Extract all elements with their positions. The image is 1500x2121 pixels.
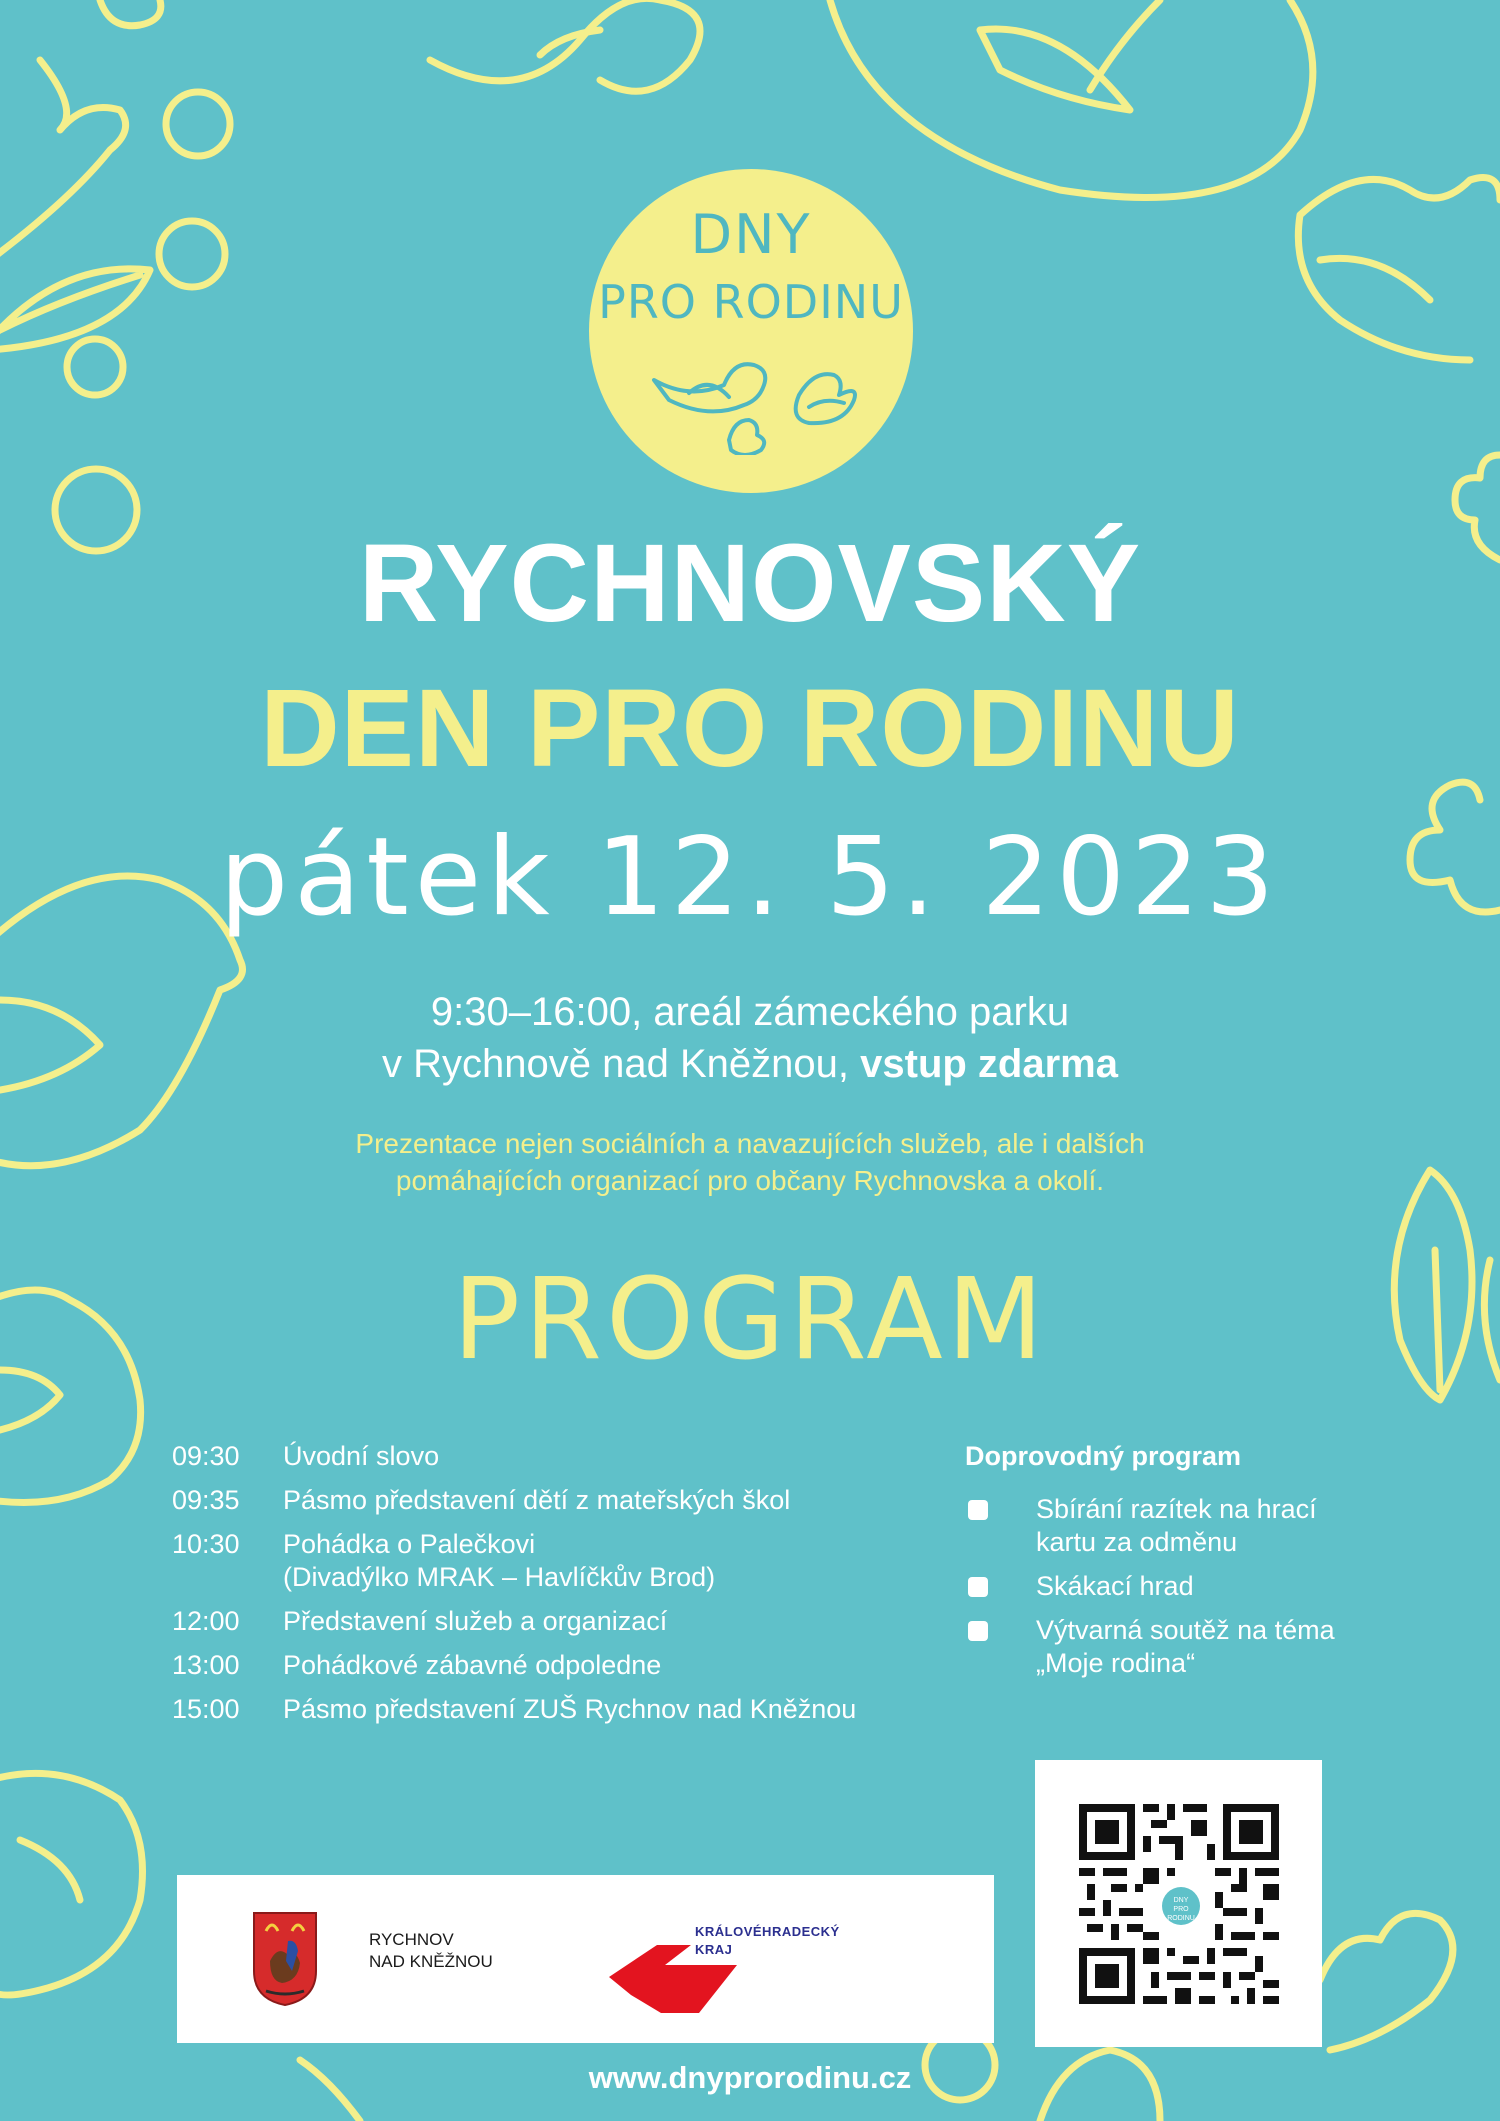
bird-doodle-icon: [980, 29, 1130, 110]
program-event-line2: (Divadýlko MRAK – Havlíčkův Brod): [283, 1562, 716, 1592]
kraj-logo-text: [695, 1923, 840, 1959]
square-bullet-icon: [968, 1621, 988, 1641]
website-url: www.dnyprorodinu.cz: [588, 2060, 912, 2095]
heart-doodle-icon: [0, 60, 126, 260]
heart-doodle-icon: [1320, 1913, 1453, 2050]
badge-title-line1: DNY: [690, 203, 812, 266]
program-time: 09:35: [172, 1485, 240, 1515]
rychnov-line1: RYCHNOV: [369, 1930, 454, 1949]
side-program: [965, 1440, 1385, 1691]
side-item-text: [1036, 1493, 1317, 1559]
badge-title-line2: PRO RODINU: [598, 275, 904, 329]
partner-logos: [177, 1875, 994, 2043]
list-item: [172, 1693, 972, 1726]
list-item: [965, 1493, 1385, 1559]
leaf-doodle-icon: [0, 269, 150, 350]
qr-center-line2: PRO RODINU: [1167, 1906, 1195, 1922]
program-heading: PROGRAM: [452, 1255, 1048, 1385]
event-entry-free: vstup zdarma: [860, 1042, 1118, 1086]
intro-line1: Prezentace nejen sociálních a navazujících služeb, ale i dalších: [355, 1128, 1145, 1159]
program-schedule: [172, 1440, 972, 1737]
program-time: 15:00: [172, 1694, 240, 1724]
event-date: pátek 12. 5. 2023: [219, 815, 1281, 940]
title-line1: RYCHNOVSKÝ: [358, 522, 1142, 645]
list-item: [965, 1570, 1385, 1603]
event-time-place: 9:30–16:00, areál zámeckého parku: [430, 990, 1070, 1034]
title-line2: DEN PRO RODINU: [260, 667, 1240, 790]
bird-doodle-icon: [1090, 0, 1160, 90]
side-program-title: Doprovodný program: [965, 1441, 1242, 1471]
intro-line2: pomáhajících organizací pro občany Rychnovska a okolí.: [395, 1165, 1105, 1196]
list-item: [172, 1649, 972, 1682]
program-event: Pásmo představení ZUŠ Rychnov nad Kněžnou: [283, 1694, 857, 1724]
event-place: [0, 1042, 1500, 1087]
rychnov-line2: NAD KNĚŽNOU: [369, 1952, 493, 1971]
side-item-line2: kartu za odměnu: [1036, 1527, 1238, 1557]
list-item: [965, 1614, 1385, 1680]
bird-doodle-icon: [20, 1840, 80, 1900]
qr-center-badge: [1157, 1882, 1205, 1930]
circle-doodle-icon: [67, 339, 123, 395]
qr-center-logo: [1162, 1887, 1200, 1925]
list-item: [172, 1528, 972, 1594]
circle-doodle-icon: [159, 221, 225, 287]
square-bullet-icon: [968, 1577, 988, 1597]
qr-code-box: [1035, 1760, 1322, 2047]
bird-doodle-icon: [1298, 178, 1500, 361]
event-place-town: v Rychnově nad Kněžnou,: [382, 1042, 849, 1086]
program-time: 12:00: [172, 1606, 240, 1636]
list-item: [172, 1440, 972, 1473]
list-item: [172, 1484, 972, 1517]
rychnov-logo-text: [369, 1929, 493, 1973]
flower-doodle-icon: [100, 0, 161, 26]
bird-doodle-icon: [1320, 258, 1430, 300]
square-bullet-icon: [968, 1500, 988, 1520]
bird-doodle-icon: [430, 0, 700, 91]
program-event: Úvodní slovo: [283, 1441, 440, 1471]
program-event: Pohádkové zábavné odpoledne: [283, 1650, 662, 1680]
circle-doodle-icon: [166, 92, 230, 156]
side-item-line1: Výtvarná soutěž na téma: [1036, 1615, 1335, 1645]
program-time: 10:30: [172, 1529, 240, 1559]
program-event: Představení služeb a organizací: [283, 1606, 668, 1636]
rychnov-crest-icon: [252, 1911, 318, 2007]
side-item-line2: „Moje rodina“: [1036, 1648, 1196, 1678]
program-time: 09:30: [172, 1441, 240, 1471]
program-event: Pásmo představení dětí z mateřských škol: [283, 1485, 791, 1515]
list-item: [172, 1605, 972, 1638]
side-item-line1: Skákací hrad: [1036, 1571, 1194, 1601]
three-birds-icon: [649, 345, 859, 455]
kraj-line2: KRAJ: [695, 1942, 733, 1957]
event-badge: [589, 169, 913, 493]
program-event-line1: Pohádka o Palečkovi: [283, 1529, 536, 1559]
kraj-line1: KRÁLOVÉHRADECKÝ: [695, 1924, 840, 1939]
side-item-line1: Sbírání razítek na hrací: [1036, 1494, 1317, 1524]
side-item-text: [1036, 1614, 1335, 1680]
event-intro: [250, 1125, 1250, 1199]
qr-center-line1: DNY: [1173, 1897, 1189, 1904]
program-event: [283, 1528, 972, 1594]
program-time: 13:00: [172, 1650, 240, 1680]
